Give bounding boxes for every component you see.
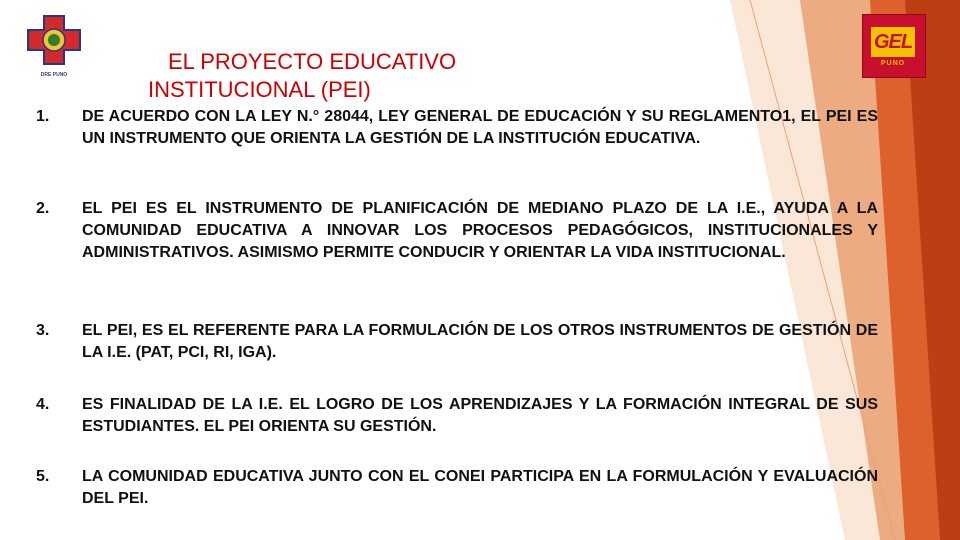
list-item <box>36 320 878 364</box>
list-item <box>36 198 878 264</box>
item-number: 1. <box>36 108 50 125</box>
slide-title <box>148 48 568 104</box>
list-item <box>36 106 878 150</box>
item-number: 3. <box>36 322 50 339</box>
item-text: ES FINALIDAD DE LA I.E. EL LOGRO DE LOS APRENDIZAJES Y LA FORMACIÓN INTEGRAL DE SUS ESTUDIANTES. EL PEI ORIENTA SU GESTIÓN. <box>82 396 878 435</box>
gel-puno-logo <box>862 14 926 78</box>
list-item <box>36 466 878 510</box>
gel-logo-subtext: PUNO <box>880 60 906 67</box>
item-number: 4. <box>36 396 50 413</box>
item-number: 2. <box>36 200 50 217</box>
item-text: EL PEI, ES EL REFERENTE PARA LA FORMULACIÓN DE LOS OTROS INSTRUMENTOS DE GESTIÓN DE LA I.E. (PAT, PCI, RI, IGA). <box>82 322 878 361</box>
title-line-1: EL PROYECTO EDUCATIVO <box>168 49 457 74</box>
item-text: DE ACUERDO CON LA LEY N.° 28044, LEY GENERAL DE EDUCACIÓN Y SU REGLAMENTO1, EL PEI ES UN INSTRUMENTO QUE ORIENTA LA GESTIÓN DE LA INSTITUCIÓN EDUCATIVA. <box>82 108 878 147</box>
dre-puno-cross-icon <box>18 12 90 68</box>
logo-caption: DRE PUNO <box>40 72 68 78</box>
dre-puno-logo <box>18 12 90 78</box>
item-number: 5. <box>36 468 50 485</box>
title-line-2: INSTITUCIONAL (PEI) <box>148 77 371 102</box>
list-item <box>36 394 878 438</box>
item-text: LA COMUNIDAD EDUCATIVA JUNTO CON EL CONEI PARTICIPA EN LA FORMULACIÓN Y EVALUACIÓN DEL PEI. <box>82 468 878 507</box>
item-text: EL PEI ES EL INSTRUMENTO DE PLANIFICACIÓN DE MEDIANO PLAZO DE LA I.E., AYUDA A LA COMUNIDAD EDUCATIVA A INNOVAR LOS PROCESOS PEDAGÓGICOS, INSTITUCIONALES Y ADMINISTRATIVOS. ASIMISMO PERMITE CONDUCIR Y ORIENTAR LA VIDA INSTITUCIONAL. <box>82 200 878 261</box>
gel-logo-text: GEL <box>871 27 915 57</box>
